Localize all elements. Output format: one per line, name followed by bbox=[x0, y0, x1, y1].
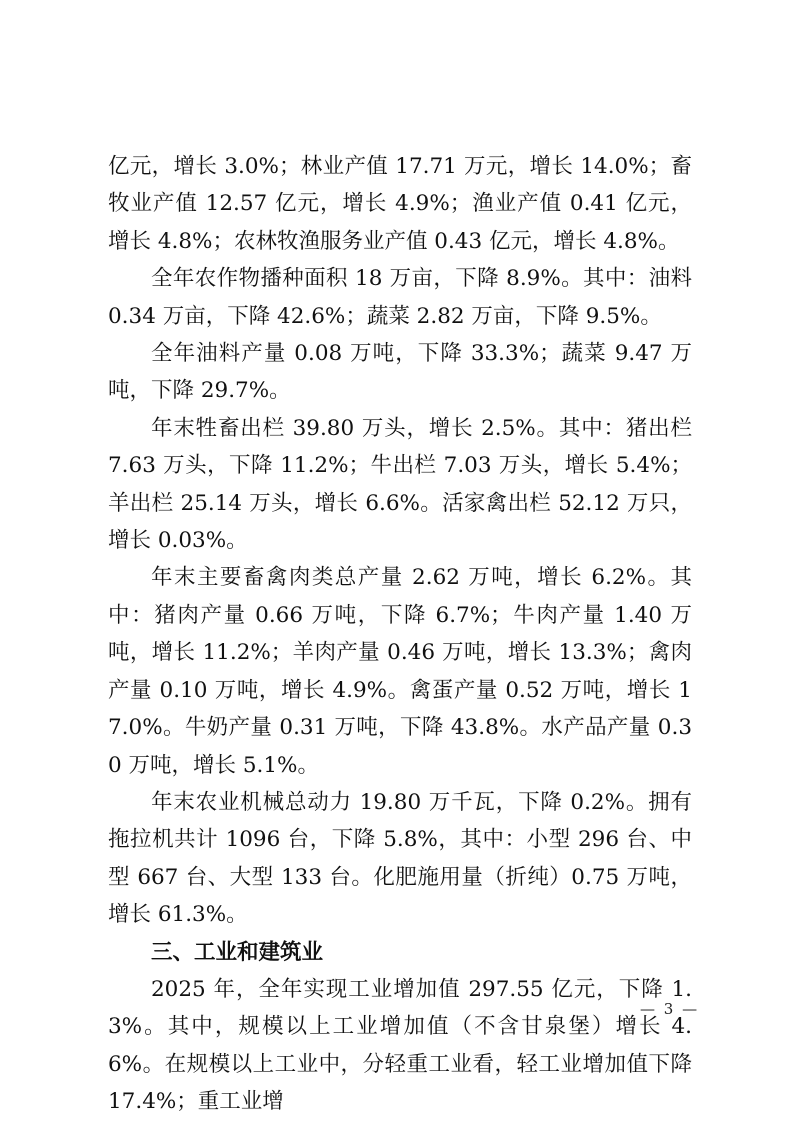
paragraph-4: 年末牲畜出栏 39.80 万头，增长 2.5%。其中：猪出栏 7.63 万头，下降 11.2%；牛出栏 7.03 万头，增长 5.4%；羊出栏 25.14 万头，增长 6.6%。活家禽出栏 52.12 万只，增长 0.03%。 bbox=[108, 415, 692, 554]
paragraph-2: 全年农作物播种面积 18 万亩，下降 8.9%。其中：油料 0.34 万亩，下降 42.6%；蔬菜 2.82 万亩，下降 9.5%。 bbox=[108, 266, 692, 329]
page-number: — 3 — bbox=[640, 1000, 700, 1018]
paragraph-6: 年末农业机械总动力 19.80 万千瓦，下降 0.2%。拥有拖拉机共计 1096 台，下降 5.8%，其中：小型 296 台、中型 667 台、大型 133 台。化肥施用量（折纯）0.75 万吨，增长 61.3%。 bbox=[108, 789, 692, 928]
section-heading: 三、工业和建筑业 bbox=[151, 939, 324, 965]
paragraph-7: 2025 年，全年实现工业增加值 297.55 亿元，下降 1.3%。其中，规模以上工业增加值（不含甘泉堡）增长 4.6%。在规模以上工业中，分轻重工业看，轻工业增加值下降 17.4%；重工业增 bbox=[108, 976, 692, 1115]
paragraph-1: 亿元，增长 3.0%；林业产值 17.71 万元，增长 14.0%；畜牧业产值 12.57 亿元，增长 4.9%；渔业产值 0.41 亿元，增长 4.8%；农林牧渔服务业产值 0.43 亿元，增长 4.8%。 bbox=[108, 154, 692, 254]
paragraph-5: 年末主要畜禽肉类总产量 2.62 万吨，增长 6.2%。其中：猪肉产量 0.66 万吨，下降 6.7%；牛肉产量 1.40 万吨，增长 11.2%；羊肉产量 0.46 万吨，增长 13.3%；禽肉产量 0.10 万吨，增长 4.9%。禽蛋产量 0.52 万吨，增长 17.0%。牛奶产量 0.31 万吨，下降 43.8%。水产品产量 0.30 万吨，增长 5.1%。 bbox=[108, 565, 692, 778]
document-body bbox=[108, 148, 692, 1121]
paragraph-3: 全年油料产量 0.08 万吨，下降 33.3%；蔬菜 9.47 万吨，下降 29.7%。 bbox=[108, 341, 692, 404]
